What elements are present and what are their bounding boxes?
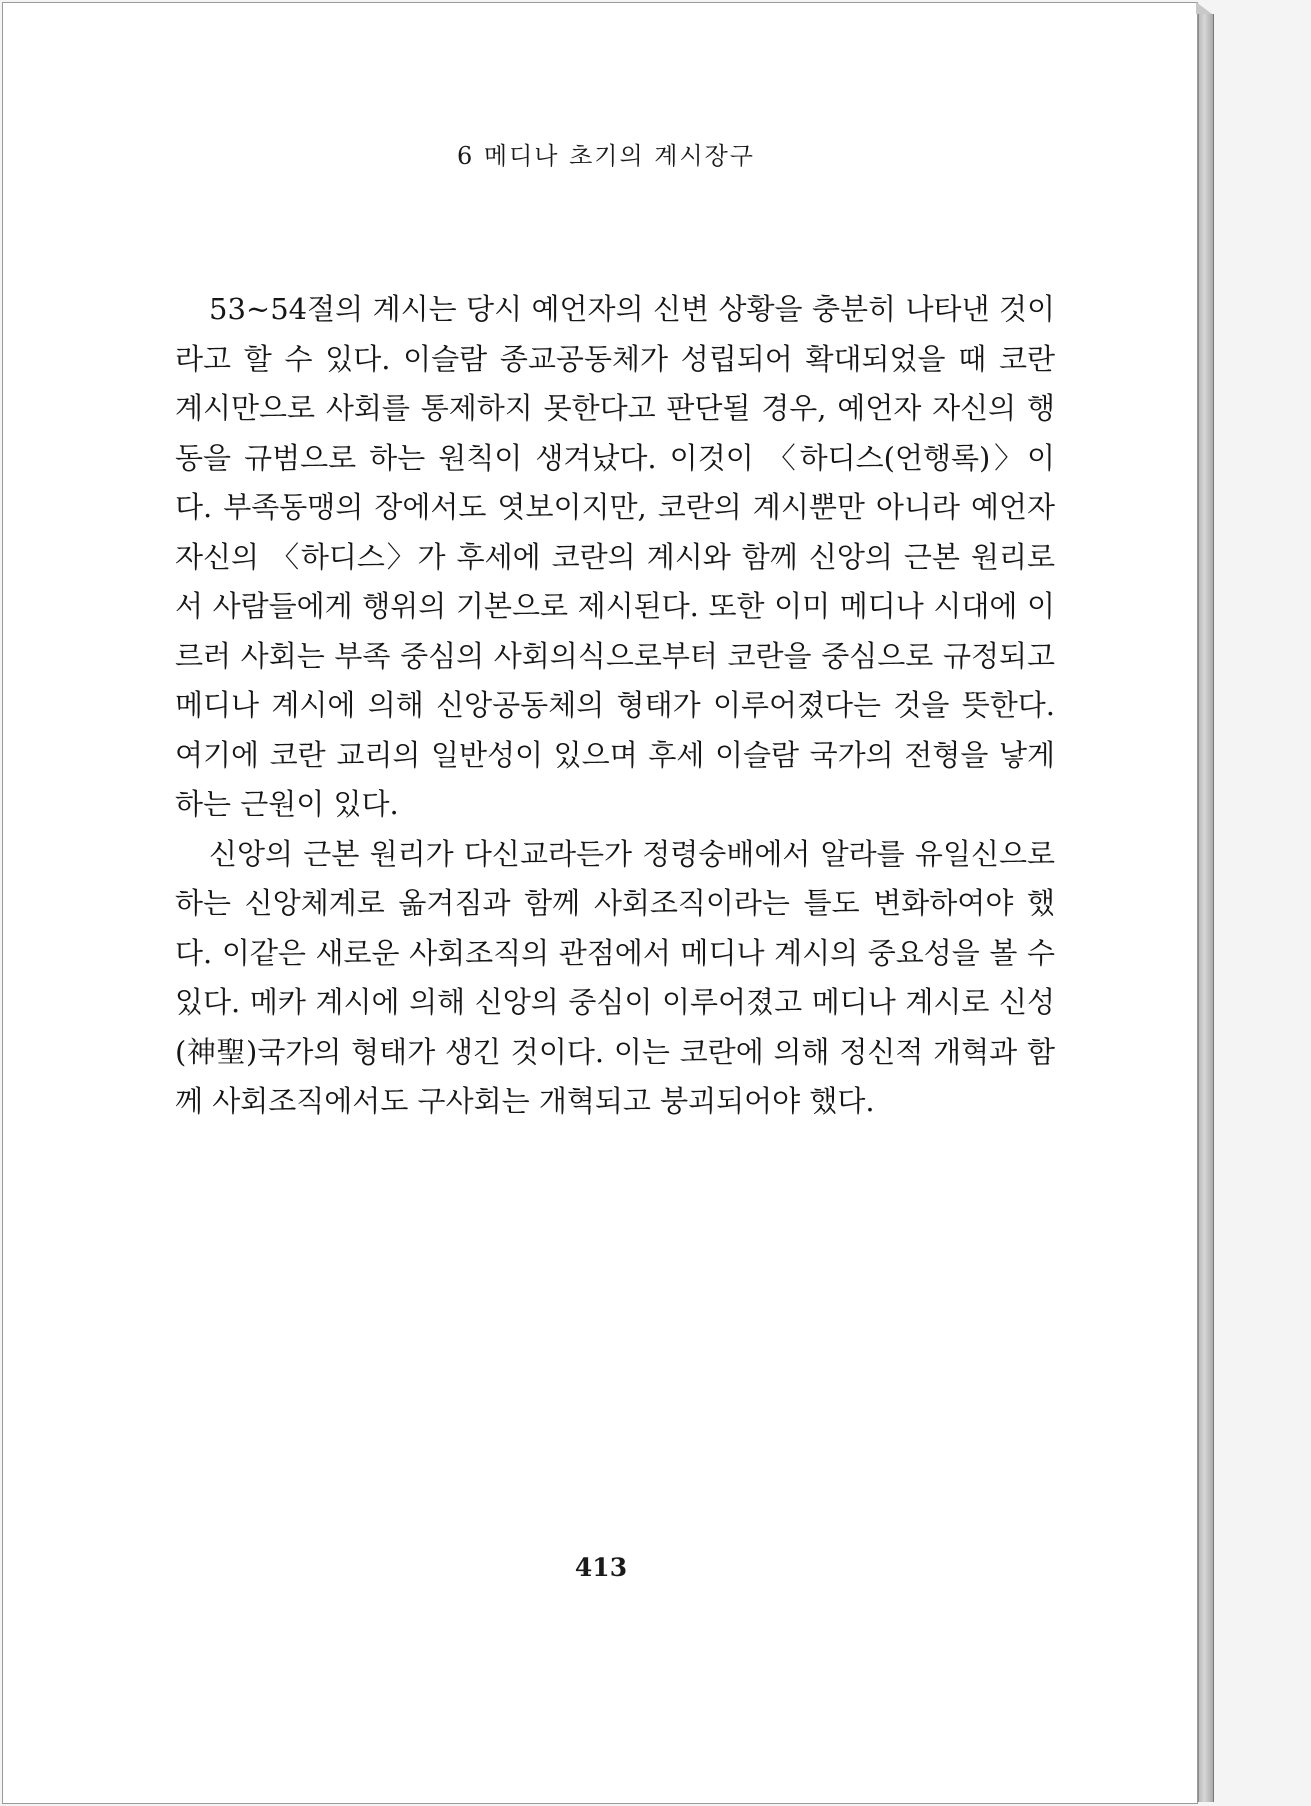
paragraph-1: 53~54절의 계시는 당시 예언자의 신변 상황을 충분히 나타낸 것이라고 할 수 있다. 이슬람 종교공동체가 성립되어 확대되었을 때 코란 계시만으로 사회를 통제하지 못한다고 판단될 경우, 예언자 자신의 행동을 규범으로 하는 원칙이 생겨났다. 이것이 〈하디스(언행록)〉이다. 부족동맹의 장에서도 엿보이지만, 코란의 계시뿐만 아니라 예언자 자신의 〈하디스〉가 후세에 코란의 계시와 함께 신앙의 근본 원리로서 사람들에게 행위의 기본으로 제시된다. 또한 이미 메디나 시대에 이르러 사회는 부족 중심의 사회의식으로부터 코란을 중심으로 규정되고 메디나 계시에 의해 신앙공동체의 형태가 이루어졌다는 것을 뜻한다. 여기에 코란 교리의 일반성이 있으며 후세 이슬람 국가의 전형을 낳게 하는 근원이 있다.	[175, 292, 1055, 821]
paragraph-2: 신앙의 근본 원리가 다신교라든가 정령숭배에서 알라를 유일신으로 하는 신앙체계로 옮겨짐과 함께 사회조직이라는 틀도 변화하여야 했다. 이같은 새로운 사회조직의 관점에서 메디나 계시의 중요성을 볼 수 있다. 메카 계시에 의해 신앙의 중심이 이루어졌고 메디나 계시로 신성(神聖)국가의 형태가 생긴 것이다. 이는 코란에 의해 정신적 개혁과 함께 사회조직에서도 구사회는 개혁되고 붕괴되어야 했다.	[175, 836, 1055, 1118]
page-stack-edge	[1198, 14, 1214, 1802]
page-stack-corner	[1196, 2, 1212, 14]
body-text	[175, 285, 1055, 1127]
running-head: 6 메디나 초기의 계시장구	[457, 142, 755, 170]
page-number: 413	[574, 1553, 628, 1582]
document-page	[2, 2, 1198, 1804]
